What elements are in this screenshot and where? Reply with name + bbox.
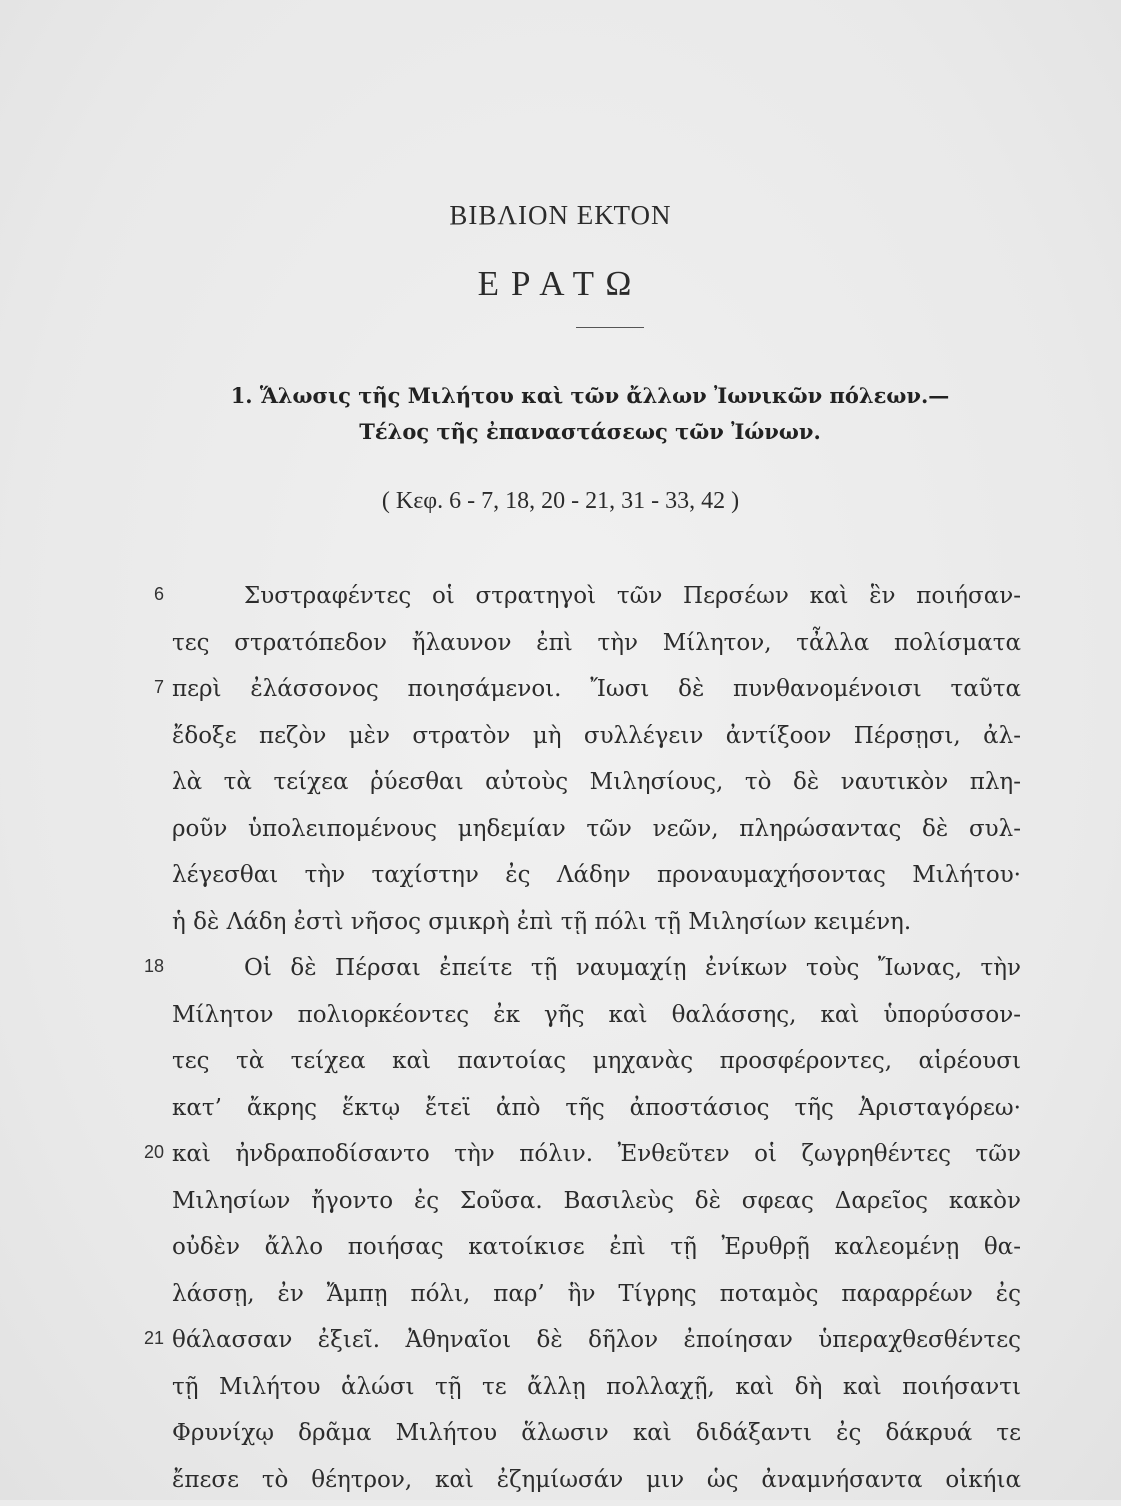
- text-line-content: Συστραφέντες οἱ στρατηγοὶ τῶν Περσέων καὶ ἓν ποιήσαν-: [244, 576, 1021, 616]
- text-line: [0, 623, 1121, 670]
- chapter-number: 20: [136, 1142, 164, 1163]
- text-line: [0, 1274, 1121, 1321]
- text-line: [0, 1088, 1121, 1135]
- section-heading-line-2: Τέλος τῆς ἐπαναστάσεως τῶν Ἰώνων.: [120, 414, 1060, 450]
- text-line: [0, 762, 1121, 809]
- text-line-content: περὶ ἐλάσσονος ποιησάμενοι. Ἴωσι δὲ πυνθανομένοισι ταῦτα: [172, 669, 1021, 709]
- title-divider: [576, 327, 644, 328]
- book-label: ΒΙΒΛΙΟΝ ΕΚΤΟΝ: [0, 200, 1121, 231]
- text-line: [0, 809, 1121, 856]
- text-line-content: τες στρατόπεδον ἤλαυνον ἐπὶ τὴν Μίλητον, τἆλλα πολίσματα: [172, 623, 1021, 663]
- chapter-number: 6: [136, 584, 164, 605]
- chapters-reference: ( Κεφ. 6 - 7, 18, 20 - 21, 31 - 33, 42 ): [0, 488, 1121, 515]
- text-line-content: τες τὰ τείχεα καὶ παντοίας μηχανὰς προσφέροντες, αἱρέουσι: [172, 1041, 1021, 1081]
- text-line-content: Μιλησίων ἤγοντο ἐς Σοῦσα. Βασιλεὺς δὲ σφεας Δαρεῖος κακὸν: [172, 1181, 1021, 1221]
- text-line: [0, 1367, 1121, 1414]
- text-line-content: Οἱ δὲ Πέρσαι ἐπείτε τῇ ναυμαχίῃ ἐνίκων τοὺς Ἴωνας, τὴν: [244, 948, 1021, 988]
- text-line: [0, 1181, 1121, 1228]
- text-line-content: Μίλητον πολιορκέοντες ἐκ γῆς καὶ θαλάσσης, καὶ ὑπορύσσον-: [172, 995, 1021, 1035]
- chapter-number: 18: [136, 956, 164, 977]
- main-text: [0, 576, 1121, 1506]
- section-heading-line-1: 1. Ἅλωσις τῆς Μιλήτου καὶ τῶν ἄλλων Ἰωνικῶν πόλεων.—: [120, 378, 1060, 414]
- text-line-content: θάλασσαν ἐξιεῖ. Ἀθηναῖοι δὲ δῆλον ἐποίησαν ὑπεραχθεσθέντες: [172, 1320, 1021, 1360]
- text-line: [0, 1134, 1121, 1181]
- text-line: [0, 1041, 1121, 1088]
- text-line-content: Φρυνίχῳ δρᾶμα Μιλήτου ἅλωσιν καὶ διδάξαντι ἐς δάκρυά τε: [172, 1413, 1021, 1453]
- text-line-content: τῇ Μιλήτου ἁλώσι τῇ τε ἄλλῃ πολλαχῇ, καὶ δὴ καὶ ποιήσαντι: [172, 1367, 1021, 1407]
- text-line: [0, 902, 1121, 949]
- text-line: [0, 716, 1121, 763]
- chapter-number: 21: [136, 1328, 164, 1349]
- text-line-content: λέγεσθαι τὴν ταχίστην ἐς Λάδην προναυμαχήσοντας Μιλήτου·: [172, 855, 1021, 895]
- text-line: [0, 1320, 1121, 1367]
- text-line-content: ἔδοξε πεζὸν μὲν στρατὸν μὴ συλλέγειν ἀντίξοον Πέρσῃσι, ἀλ-: [172, 716, 1021, 756]
- text-line-content: οὐδὲν ἄλλο ποιήσας κατοίκισε ἐπὶ τῇ Ἐρυθρῇ καλεομένῃ θα-: [172, 1227, 1021, 1267]
- text-line-content: ροῦν ὑπολειπομένους μηδεμίαν τῶν νεῶν, πληρώσαντας δὲ συλ-: [172, 809, 1021, 849]
- text-line-content: καὶ ἠνδραποδίσαντο τὴν πόλιν. Ἐνθεῦτεν οἱ ζωγρηθέντες τῶν: [172, 1134, 1021, 1174]
- text-line: [0, 576, 1121, 623]
- text-line: [0, 855, 1121, 902]
- text-line-content: κατ’ ἄκρης ἕκτῳ ἔτεϊ ἀπὸ τῆς ἀποστάσιος τῆς Ἀρισταγόρεω·: [172, 1088, 1021, 1128]
- text-line-content: λὰ τὰ τείχεα ῥύεσθαι αὐτοὺς Μιλησίους, τὸ δὲ ναυτικὸν πλη-: [172, 762, 1021, 802]
- text-line: [0, 995, 1121, 1042]
- chapter-number: 7: [136, 677, 164, 698]
- text-line: [0, 1460, 1121, 1506]
- text-line: [0, 1413, 1121, 1460]
- text-line-content: ἡ δὲ Λάδη ἐστὶ νῆσος σμικρὴ ἐπὶ τῇ πόλι τῇ Μιλησίων κειμένη.: [172, 902, 1021, 942]
- text-line-content: λάσσῃ, ἐν Ἄμπῃ πόλι, παρ’ ἣν Τίγρης ποταμὸς παραρρέων ἐς: [172, 1274, 1021, 1314]
- book-name: ΕΡΑΤΩ: [0, 264, 1121, 304]
- text-line: [0, 669, 1121, 716]
- text-line-content: ἔπεσε τὸ θέητρον, καὶ ἐζημίωσάν μιν ὡς ἀναμνήσαντα οἰκήια: [172, 1460, 1021, 1500]
- text-line: [0, 948, 1121, 995]
- section-heading: [120, 378, 1060, 450]
- text-line: [0, 1227, 1121, 1274]
